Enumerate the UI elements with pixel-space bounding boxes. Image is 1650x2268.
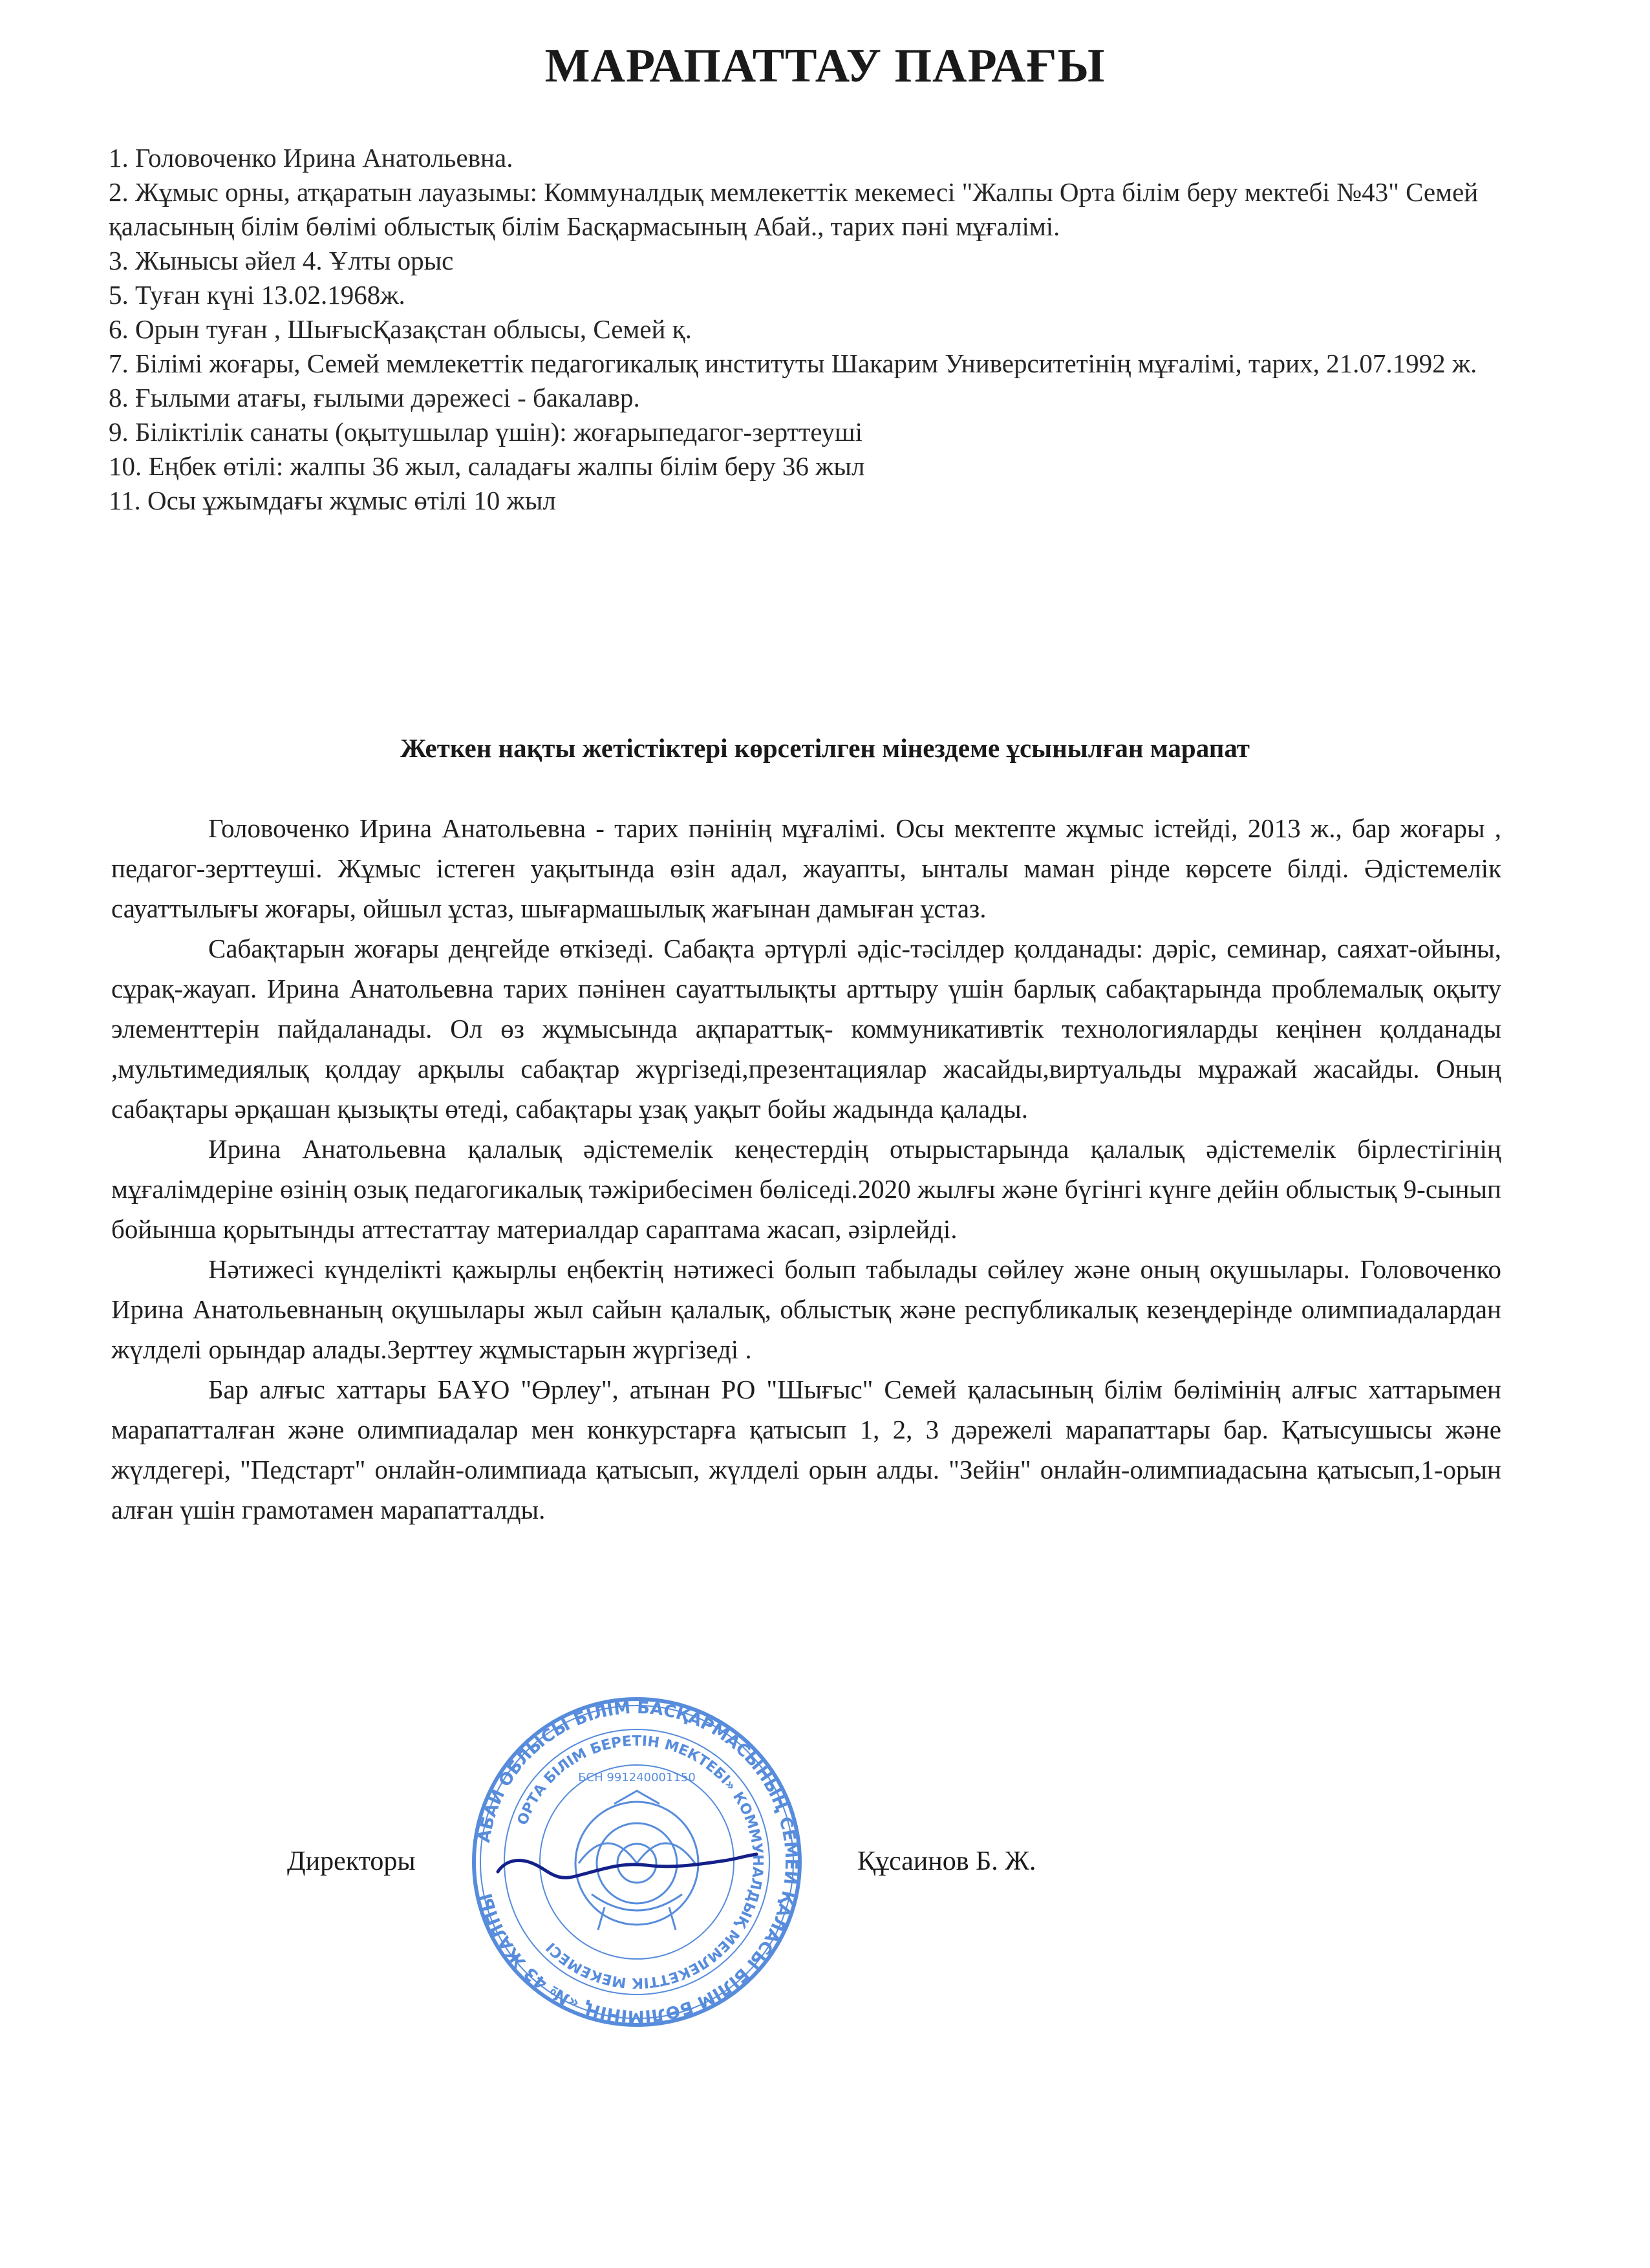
stamp-inner-text: ОРТА БІЛІМ БЕРЕТІН МЕКТЕБІ» КОММУНАЛДЫҚ МЕМЛЕКЕТТІК МЕКЕМЕСІ: [514, 1733, 766, 1991]
list-item: 11. Осы ұжымдағы жұмыс өтілі 10 жыл: [109, 486, 556, 515]
list-item: 9. Біліктілік санаты (оқытушылар үшін): жоғарыпедагог-зерттеуші: [109, 417, 863, 447]
list-item: 2. Жұмыс орны, атқаратын лауазымы: Коммуналдық мемлекеттік мекемесі "Жалпы Орта білім беру мектебі №43" Семей қаласының білім бөлімі облыстық білім Басқармасының Абай., тарих пәні мұғалімі.: [109, 177, 1479, 241]
section-heading: Жеткен нақты жетістіктері көрсетілген мінездеме ұсынылған марапат: [400, 733, 1250, 763]
stamp-outer-text: АБАЙ ОБЛЫСЫ БІЛІМ БАСҚАРМАСЫНЫҢ СЕМЕЙ ҚАЛАСЫ БІЛІМ БӨЛІМІНІҢ «№ 43 ЖАЛПЫ: [474, 1698, 801, 2026]
body-paragraph: Сабақтарын жоғары деңгейде өткізеді. Сабақта әртүрлі әдіс-тәсілдер қолданады: дәріс, семинар, саяхат-ойыны, сұрақ-жауап. Ирина Анатольевна тарих пәнінен сауаттылықты арттыру үшін барлық сабақтарында проблемалық оқыту элементтерін пайдаланады. Ол өз жұмысында ақпараттық- коммуникативтік технологияларды кеңінен қолданады ,мультимедиялық қолдау арқылы сабақтар жүргізеді,презентациялар жасайды,виртуальды мұражай жасайды. Оның сабақтары әрқашан қызықты өтеді, сабақтары ұзақ уақыт бойы жадында қалады.: [111, 934, 1501, 1124]
personal-info-list: [109, 141, 1492, 518]
director-label: Директоры: [287, 1846, 416, 1876]
document-title: МАРАПАТТАУ ПАРАҒЫ: [544, 39, 1106, 92]
list-item: 7. Білімі жоғары, Семей мемлекеттік педагогикалық институты Шакарим Университетінің мұғалімі, тарих, 21.07.1992 ж.: [109, 348, 1477, 378]
characteristics-text: [111, 808, 1501, 1530]
director-signature: [491, 1836, 763, 1888]
body-paragraph: Ирина Анатольевна қалалық әдістемелік кеңестердің отырыстарында қалалық әдістемелік бірлестігінің мұғалімдеріне өзінің озық педагогикалық тәжірибесімен бөліседі.2020 жылғы және бүгінгі күнге дейін облыстық 9-сынып бойынша қорытынды аттестаттау материалдар сараптама жасап, әзірлейді.: [111, 1134, 1501, 1244]
list-item: 8. Ғылыми атағы, ғылыми дәрежесі - бакалавр.: [109, 383, 640, 412]
stamp-bin: БСН 991240001150: [578, 1771, 696, 1784]
body-paragraph: Бар алғыс хаттары БАҰО "Өрлеу", атынан РО "Шығыс" Семей қаласының білім бөлімінің алғыс хаттарымен марапатталған және олимпиадалар мен конкурстарға қатысып 1, 2, 3 дәрежелі марапаттары бар. Қатысушысы және жүлдегері, "Педстарт" онлайн-олимпиада қатысып, жүлделі орын алды. "Зейін" онлайн-олимпиадасына қатысып,1-орын алған үшін грамотамен марапатталды.: [111, 1375, 1501, 1524]
list-item: 10. Еңбек өтілі: жалпы 36 жыл, саладағы жалпы білім беру 36 жыл: [109, 451, 865, 481]
body-paragraph: Головоченко Ирина Анатольевна - тарих пәнінің мұғалімі. Осы мектепте жұмыс істейді, 2013 ж., бар жоғары , педагог-зерттеуші. Жұмыс істеген уақытында өзін адал, жауапты, ынталы маман рінде көрсете білді. Әдістемелік сауаттылығы жоғары, ойшыл ұстаз, шығармашылық жағынан дамыған ұстаз.: [111, 813, 1501, 923]
list-item: 6. Орын туған , ШығысҚазақстан облысы, Семей қ.: [109, 314, 692, 344]
director-name: Құсаинов Б. Ж.: [857, 1846, 1036, 1876]
list-item: 5. Туған күні 13.02.1968ж.: [109, 280, 405, 310]
body-paragraph: Нәтижесі күнделікті қажырлы еңбектің нәтижесі болып табылады сөйлеу және оның оқушылары. Головоченко Ирина Анатольевнаның оқушылары жыл сайын қалалық, облыстық және республикалық кезеңдерінде олимпиадалардан жүлделі орындар алады.Зерттеу жұмыстарын жүргізеді .: [111, 1254, 1501, 1364]
list-item: 1. Головоченко Ирина Анатольевна.: [109, 143, 513, 173]
list-item: 3. Жынысы әйел 4. Ұлты орыс: [109, 246, 454, 275]
